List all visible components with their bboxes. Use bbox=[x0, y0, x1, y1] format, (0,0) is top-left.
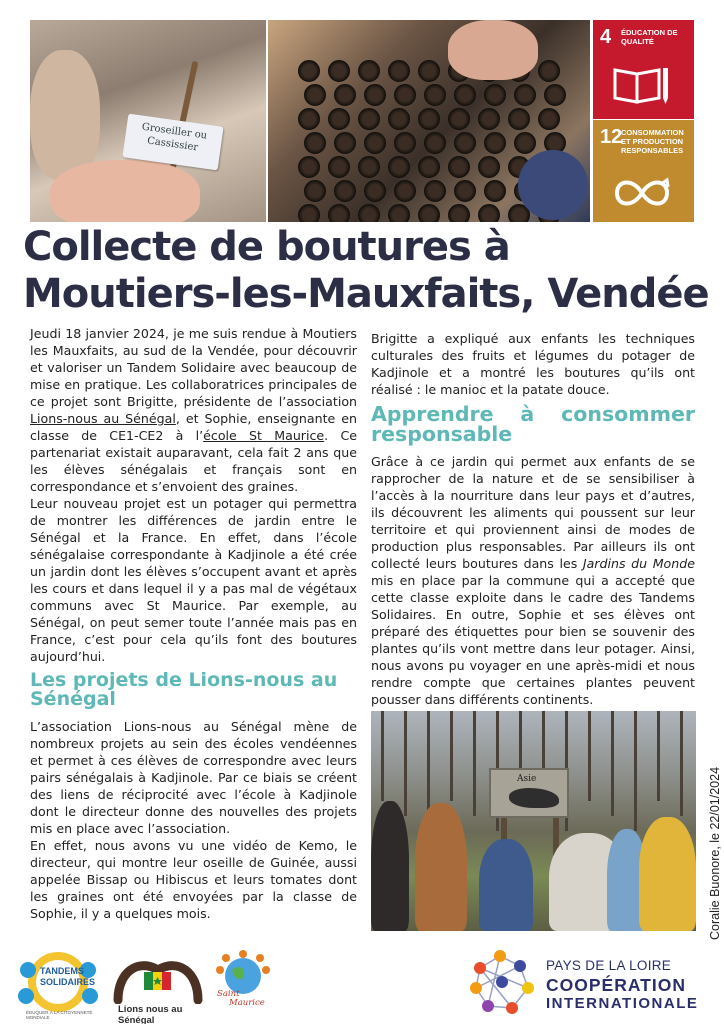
tree-trunk bbox=[657, 711, 660, 801]
arm-sleeve bbox=[30, 50, 100, 180]
paragraph: Jeudi 18 janvier 2024, je me suis rendue à Moutiers les Mauxfaits, au sud de la Vendée, pour découvrir et valoriser un Tandem Solidaire avec beaucoup de mise en pratique. Les collaboratrices principales de ce projet sont Brigitte, présidente de l’association Lions-nous au Sénégal, et Sophie, enseignante en classe de CE1-CE2 à l’école St Maurice. Ce partenariat existait auparavant, cela fait 2 ans que les élèves sénégalais et français sont en correspondance et s’envoient des graines. bbox=[30, 326, 357, 494]
tree-trunk bbox=[473, 711, 476, 816]
lions-logo-text: Lions nous au Sénégal bbox=[118, 1004, 183, 1024]
seedling-pot bbox=[424, 84, 446, 106]
seedling-pot bbox=[448, 156, 470, 178]
seedling-pot bbox=[514, 84, 536, 106]
child bbox=[415, 803, 467, 931]
hand bbox=[50, 160, 200, 222]
seedling-pot bbox=[334, 180, 356, 202]
seedling-pot bbox=[328, 156, 350, 178]
seedling-pot bbox=[448, 204, 470, 222]
seedling-pot bbox=[454, 84, 476, 106]
seedling-pot bbox=[508, 108, 530, 130]
tandems-logo-text: TANDEMS SOLIDAIRES bbox=[40, 966, 96, 987]
seedling-pot bbox=[304, 180, 326, 202]
tandems-solidaires-logo bbox=[6, 948, 108, 1020]
saint-maurice-logo-text: Saint Maurice bbox=[217, 989, 265, 1008]
sdg-number: 4 bbox=[600, 26, 612, 48]
child-head bbox=[518, 150, 588, 220]
seedling-pot bbox=[418, 108, 440, 130]
hands-heart-icon bbox=[108, 952, 208, 1004]
sdg-title: CONSOMMATION ET PRODUCTION RESPONSABLES bbox=[621, 128, 684, 155]
seedling-pot bbox=[538, 60, 560, 82]
seedling-pot bbox=[448, 108, 470, 130]
seedling-pot bbox=[484, 180, 506, 202]
seedling-pot bbox=[418, 156, 440, 178]
pdl-internationale-text: INTERNATIONALE bbox=[546, 995, 699, 1012]
paragraph: Grâce à ce jardin qui permet aux enfants de se rapprocher de la nature et de se sensibiliser à l’accès à la nourriture dans leur pays et d’autres, ils découvrent les aliments qui poussent sur leur territoire et qui proviennent ainsi de modes de production plus responsables. Par ailleurs ils ont collecté leurs boutures dans les Jardins du Monde mis en place par la commune qui a accepté que cette classe exploite dans le cadre des Tandems Solidaires. En outre, Sophie et ses élèves ont préparé des étiquettes pour bien se souvenir des plantes qu’ils vont mettre dans leur potager. Ainsi, nous avons pu voyager en une après-midi et nous rendre compte que certaines plantes peuvent pousser dans différents continents. bbox=[371, 454, 695, 707]
seedling-pot bbox=[358, 108, 380, 130]
asia-map-shape bbox=[509, 788, 559, 808]
pdl-region-text: PAYS DE LA LOIRE bbox=[546, 958, 672, 973]
seedling-pot bbox=[478, 108, 500, 130]
tree-trunk bbox=[634, 711, 637, 831]
tree-trunk bbox=[588, 711, 591, 801]
jardins-du-monde: Jardins du Monde bbox=[582, 556, 695, 571]
book-pencil-icon bbox=[611, 64, 673, 106]
sdg-number: 12 bbox=[600, 126, 623, 148]
seedling-pot bbox=[388, 60, 410, 82]
seedling-pot bbox=[328, 108, 350, 130]
link-ecole-st-maurice[interactable]: école St Maurice bbox=[203, 428, 325, 443]
seedling-pot bbox=[418, 204, 440, 222]
pays-de-la-loire-cooperation-logo bbox=[468, 948, 718, 1018]
tree-trunk bbox=[404, 711, 407, 816]
seedling-pot bbox=[364, 84, 386, 106]
section-heading: Apprendre à consommer responsable bbox=[371, 402, 695, 446]
seedling-pot bbox=[484, 84, 506, 106]
seedling-pot bbox=[478, 204, 500, 222]
right-column bbox=[371, 330, 695, 708]
seedling-pot bbox=[334, 84, 356, 106]
tandems-logo-subtitle: ÉDUQUER À LA CITOYENNETÉ MONDIALE bbox=[26, 1010, 93, 1020]
seedling-pot bbox=[544, 84, 566, 106]
seedling-pot bbox=[394, 132, 416, 154]
paragraph: En effet, nous avons vu une vidéo de Kemo, le directeur, qui montre leur oseille de Guinée, aussi appelée Bissap ou Hibiscus et leurs tomates dont les graines ont été envoyées par la classe de Sophie, il y a quelques mois. bbox=[30, 838, 357, 921]
seedling-pot bbox=[394, 84, 416, 106]
infinity-icon bbox=[611, 172, 673, 214]
child bbox=[639, 817, 696, 931]
child bbox=[371, 801, 409, 931]
seedling-pot bbox=[298, 60, 320, 82]
paragraph: Leur nouveau projet est un potager qui permettra de montrer les différences de jardin entre le Sénégal et la France. En effet, dans l’école sénégalaise correspondante à Kadjinole a été crée un jardin dont les élèves s’occupent avant et après les cours et dans lequel il y a pas mal de végétaux communs avec St Maurice. Par exemple, au Sénégal, on peut semer toute l’année mais pas en France, c’est pour cela qu’ils font des boutures aujourd’hui. bbox=[30, 496, 357, 664]
seedling-pot bbox=[358, 60, 380, 82]
sdg-12-tile bbox=[593, 120, 694, 222]
seedling-pot bbox=[394, 180, 416, 202]
seedling-pot bbox=[304, 132, 326, 154]
seedling-pot bbox=[454, 180, 476, 202]
lions-nous-au-senegal-logo bbox=[108, 952, 208, 1024]
paragraph: L’association Lions-nous au Sénégal mène de nombreux projets au sein des écoles vendéennes et permet à ces élèves de correspondre avec leurs pairs sénégalais à Kadjinole. Par ce biais se créent des liens de réciprocité avec l’école à Kadjinole dont le directeur donne des nouvelles des projets mis en place avec l’association. bbox=[30, 719, 357, 836]
seedling-pot bbox=[484, 132, 506, 154]
tree-trunk bbox=[611, 711, 614, 816]
article-title: Collecte de boutures à Moutiers-les-Mauxfaits, Vendée bbox=[23, 224, 709, 317]
seedling-pot bbox=[298, 156, 320, 178]
seedling-pot bbox=[364, 180, 386, 202]
seedling-pot bbox=[358, 204, 380, 222]
paragraph: Brigitte a expliqué aux enfants les techniques culturales des fruits et légumes du potager de Kadjinole et a montré les boutures qu’ils ont réalisé : le manioc et la patate douce. bbox=[371, 331, 695, 397]
plant-label: Groseiller ou Cassissier bbox=[122, 114, 223, 171]
saint-maurice-logo bbox=[214, 950, 272, 1022]
pdl-cooperation-text: COOPÉRATION bbox=[546, 975, 686, 995]
author-byline: Coralie Buonore, le 22/01/2024 bbox=[708, 766, 722, 940]
seedling-pot bbox=[388, 156, 410, 178]
seedling-pot bbox=[358, 156, 380, 178]
sdg-title: ÉDUCATION DE QUALITÉ bbox=[621, 28, 678, 46]
network-globe-icon bbox=[468, 948, 540, 1018]
seedling-pot bbox=[538, 108, 560, 130]
seedling-pot bbox=[418, 60, 440, 82]
seedling-pot bbox=[424, 132, 446, 154]
tree-trunk bbox=[381, 711, 384, 801]
seedling-pot bbox=[298, 108, 320, 130]
seedling-pot bbox=[334, 132, 356, 154]
continent-sign bbox=[489, 768, 569, 818]
link-lions-nous[interactable]: Lions-nous au Sénégal bbox=[30, 411, 176, 426]
sign-text: Asie bbox=[517, 774, 537, 784]
header-photo-cutting bbox=[30, 20, 266, 222]
seedling-pot bbox=[478, 156, 500, 178]
header-photo-pots bbox=[268, 20, 590, 222]
seedling-pot bbox=[304, 84, 326, 106]
seedling-pot bbox=[364, 132, 386, 154]
seedling-pot bbox=[328, 204, 350, 222]
seedling-pot bbox=[424, 180, 446, 202]
sdg-4-tile bbox=[593, 20, 694, 119]
hand bbox=[448, 20, 538, 80]
tree-trunk bbox=[450, 711, 453, 801]
section-heading: Les projets de Lions-nous au Sénégal bbox=[30, 669, 338, 710]
seedling-pot bbox=[388, 108, 410, 130]
seedling-pot bbox=[328, 60, 350, 82]
seedling-pot bbox=[298, 204, 320, 222]
child bbox=[479, 839, 533, 931]
left-column bbox=[30, 325, 357, 922]
seedling-pot bbox=[454, 132, 476, 154]
tree-trunk bbox=[680, 711, 683, 816]
seedling-pot bbox=[388, 204, 410, 222]
seedling-pot bbox=[514, 132, 536, 154]
garden-photo bbox=[371, 711, 696, 931]
